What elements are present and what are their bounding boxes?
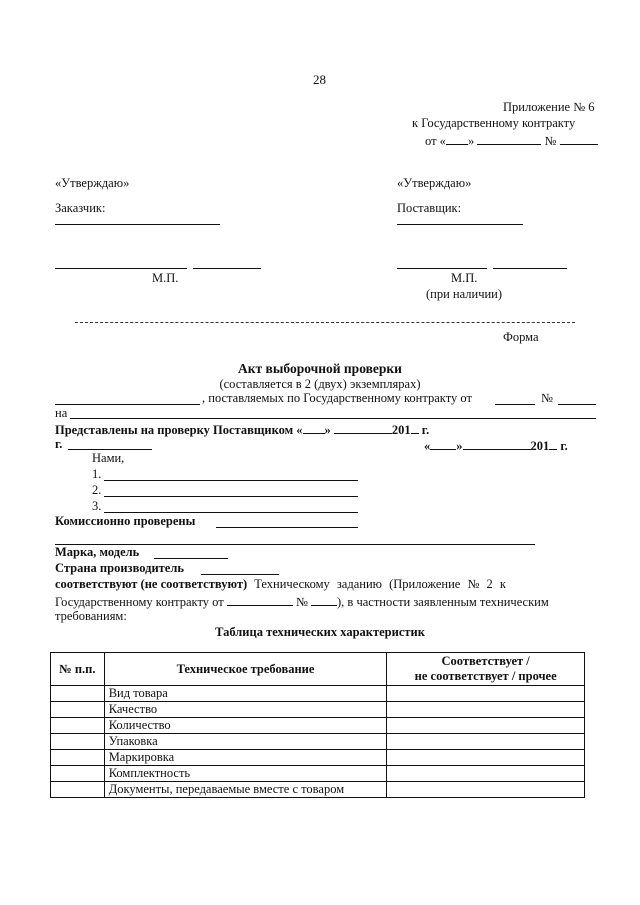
appendix-line-2: к Государственному контракту <box>412 116 576 130</box>
customer-sign-line-1 <box>55 268 187 269</box>
supplier-stamp-label: М.П. <box>451 271 478 285</box>
row-requirement: Качество <box>104 702 387 718</box>
approve-left-title: «Утверждаю» <box>55 176 130 190</box>
header-match-line-1: Соответствует / <box>441 654 530 668</box>
brand-model-line <box>154 558 228 559</box>
by-us-label: Нами, <box>92 451 125 465</box>
presented-label: Представлены на проверку Поставщиком « <box>55 423 303 437</box>
conformity-line-3: требованиям: <box>55 609 127 623</box>
row-num-cell <box>51 686 105 702</box>
row-match-cell <box>387 734 585 750</box>
na-label: на <box>55 406 68 420</box>
conformity-line-2 <box>55 593 549 610</box>
row-match-cell <box>387 702 585 718</box>
country-line <box>201 574 279 575</box>
country-label: Страна производитель <box>55 561 184 575</box>
specs-table <box>50 652 585 798</box>
header-match <box>387 653 585 686</box>
supplied-text: , поставляемых по Государственному контракту от <box>202 391 472 405</box>
member-1-line <box>104 480 358 481</box>
row-num-cell <box>51 766 105 782</box>
presented-text <box>55 421 429 438</box>
row-match-cell <box>387 686 585 702</box>
act-subtitle: (составляется в 2 (двух) экземплярах) <box>219 377 421 391</box>
appendix-date-open: от « <box>425 134 446 148</box>
header-num: № п.п. <box>51 653 105 686</box>
customer-sign-line-2 <box>193 268 261 269</box>
approve-left-role: Заказчик: <box>55 201 106 215</box>
table-row <box>51 686 585 702</box>
commission-checked-label: Комиссионно проверены <box>55 514 196 528</box>
supplier-sign-line-1 <box>397 268 487 269</box>
conformity-contract-from: Государственному контракту от <box>55 595 224 609</box>
row-requirement: Количество <box>104 718 387 734</box>
member-2-label: 2. <box>92 483 102 497</box>
conformity-tail: ), в частности заявленным техническим <box>337 595 549 609</box>
row-requirement: Документы, передаваемые вместе с товаром <box>104 782 387 798</box>
table-row <box>51 782 585 798</box>
table-row <box>51 702 585 718</box>
contract-num-line <box>558 404 596 405</box>
appendix-line-3 <box>425 132 598 149</box>
appendix-date-close: » <box>467 134 475 148</box>
member-1-label: 1. <box>92 467 102 481</box>
conformity-num-sign: № <box>295 595 308 609</box>
presented-quote-close: » <box>324 423 331 437</box>
table-row <box>51 766 585 782</box>
na-line <box>70 418 596 419</box>
header-requirement: Техническое требование <box>104 653 387 686</box>
table-row <box>51 750 585 766</box>
supplier-sign-line-2 <box>493 268 567 269</box>
row-requirement: Вид товара <box>104 686 387 702</box>
row-num-cell <box>51 734 105 750</box>
approve-right-title: «Утверждаю» <box>397 176 472 190</box>
commission-checked-line <box>216 527 358 528</box>
header-match-line-2: не соответствует / прочее <box>414 669 557 683</box>
contract-num-sign: № <box>541 391 553 405</box>
table-row <box>51 734 585 750</box>
member-2-line <box>104 496 358 497</box>
form-label: Форма <box>503 330 539 344</box>
date-right-open: « <box>424 439 431 453</box>
presented-year: 201 <box>391 423 411 437</box>
g-label: г. <box>55 437 63 451</box>
supplier-signature-line <box>397 224 523 225</box>
customer-signature-line <box>55 224 220 225</box>
conformity-bold: соответствуют (не соответствуют) <box>55 577 248 591</box>
row-num-cell <box>51 750 105 766</box>
row-num-cell <box>51 782 105 798</box>
g-line <box>68 449 152 450</box>
date-right <box>424 437 568 454</box>
row-requirement: Маркировка <box>104 750 387 766</box>
table-header-row <box>51 653 585 686</box>
act-title: Акт выборочной проверки <box>238 361 402 376</box>
row-match-cell <box>387 782 585 798</box>
contract-date-line <box>495 404 535 405</box>
row-match-cell <box>387 718 585 734</box>
customer-stamp-label: М.П. <box>152 271 179 285</box>
member-3-line <box>104 512 358 513</box>
appendix-num-sign: № <box>544 134 557 148</box>
conformity-line-1 <box>55 577 596 592</box>
cut-line <box>75 322 575 323</box>
goods-name-line <box>55 404 200 405</box>
brand-model-label: Марка, модель <box>55 545 140 559</box>
conformity-rest: Техническому заданию (Приложение № 2 к <box>247 577 506 591</box>
row-num-cell <box>51 702 105 718</box>
appendix-line-1: Приложение № 6 <box>503 100 595 114</box>
page-number: 28 <box>313 72 326 87</box>
row-requirement: Упаковка <box>104 734 387 750</box>
row-requirement: Комплектность <box>104 766 387 782</box>
date-right-year: 201 <box>530 439 550 453</box>
member-3-label: 3. <box>92 499 102 513</box>
supplier-stamp-note: (при наличии) <box>426 287 503 301</box>
row-num-cell <box>51 718 105 734</box>
date-right-suffix: г. <box>560 439 568 453</box>
approve-right-role: Поставщик: <box>397 201 462 215</box>
row-match-cell <box>387 766 585 782</box>
presented-year-suffix: г. <box>421 423 430 437</box>
table-row <box>51 718 585 734</box>
table-caption: Таблица технических характеристик <box>215 625 425 639</box>
row-match-cell <box>387 750 585 766</box>
date-right-close: » <box>456 439 463 453</box>
